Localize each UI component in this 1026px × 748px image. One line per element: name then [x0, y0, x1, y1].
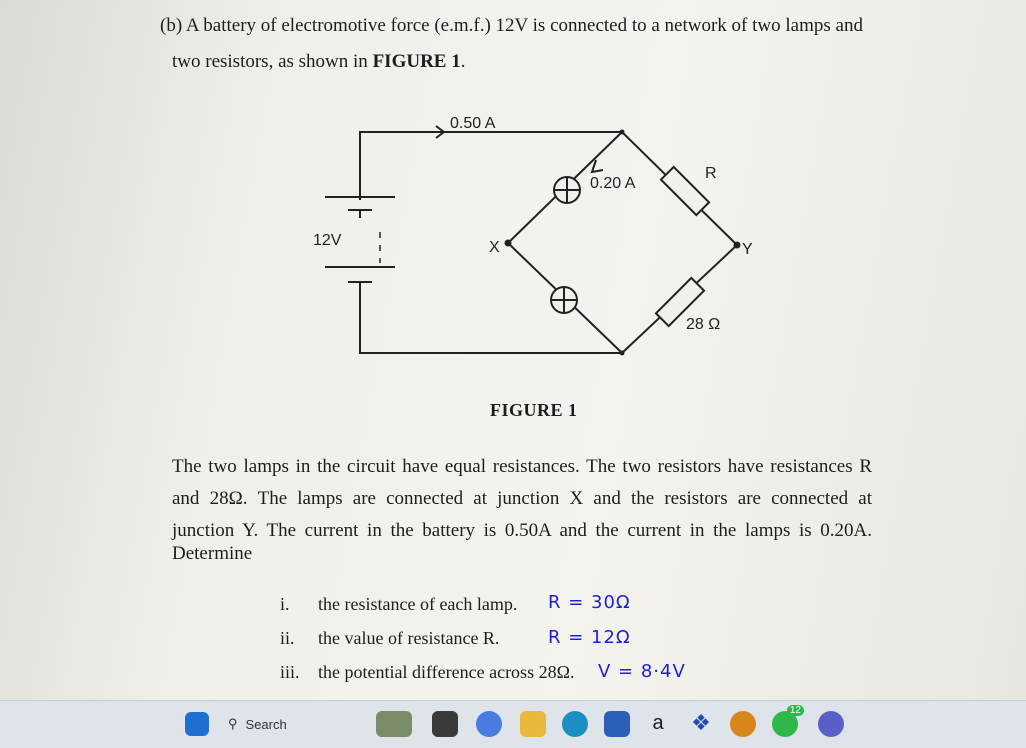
part-iii-number: iii.: [280, 662, 300, 682]
lamp-lower: [551, 287, 577, 313]
search-icon: ⚲: [228, 716, 238, 731]
terminal-icon[interactable]: [432, 711, 458, 737]
search-label: Search: [245, 716, 287, 732]
figure-caption: FIGURE 1: [490, 400, 578, 420]
question-line-2-text: two resistors, as shown in: [172, 51, 373, 72]
lamp-upper: [554, 177, 580, 203]
label-junction-y: Y: [742, 241, 753, 258]
label-emf: 12V: [313, 232, 342, 249]
teams-icon[interactable]: [818, 711, 844, 737]
figure-reference: FIGURE 1: [372, 51, 461, 72]
question-line-2-period: .: [460, 51, 466, 72]
edge-icon[interactable]: [562, 711, 588, 737]
part-i-answer: R = 30Ω: [548, 592, 631, 613]
file-explorer-icon[interactable]: [520, 711, 546, 737]
resistor-r: [661, 167, 709, 215]
part-i-text: the resistance of each lamp.: [318, 594, 518, 614]
taskbar: [0, 700, 1026, 748]
paragraph-line-3: junction Y. The current in the battery is 0.50A and the current in the lamps is 0.20A.: [172, 520, 872, 541]
part-ii-text: the value of resistance R.: [318, 628, 500, 648]
store-icon[interactable]: [604, 711, 630, 737]
circuit-diagram: [300, 100, 800, 380]
current-arrow-lamp: [592, 160, 603, 172]
bottom-wire: [360, 282, 622, 353]
app-icon[interactable]: [730, 711, 756, 737]
whatsapp-icon[interactable]: [772, 705, 801, 737]
paragraph-line-4: Determine: [172, 543, 253, 564]
copilot-icon[interactable]: [476, 711, 502, 737]
widget-icon[interactable]: [376, 711, 412, 737]
part-iii-text: the potential difference across 28Ω.: [318, 662, 575, 682]
question-line-1: (b) A battery of electromotive force (e.m.f.) 12V is connected to a network of two lamps and: [160, 15, 863, 36]
label-resistor-r: R: [705, 165, 717, 182]
notification-badge: 12: [787, 705, 804, 716]
amazon-icon[interactable]: a: [652, 712, 664, 734]
label-current-total: 0.50 A: [450, 115, 496, 132]
start-icon[interactable]: [185, 712, 209, 736]
question-line-2: [172, 51, 465, 73]
dropbox-icon[interactable]: ❖: [691, 710, 711, 735]
taskbar-search[interactable]: [228, 710, 358, 738]
paragraph-line-1: The two lamps in the circuit have equal resistances. The two resistors have resistances R: [172, 456, 872, 477]
part-ii-number: ii.: [280, 628, 295, 648]
part-ii-answer: R = 12Ω: [548, 627, 631, 648]
label-junction-x: X: [489, 239, 500, 256]
label-resistor-28: 28 Ω: [686, 316, 721, 333]
label-current-lamp: 0.20 A: [590, 175, 636, 192]
top-wire: [360, 132, 622, 200]
paragraph-line-2: and 28Ω. The lamps are connected at junction X and the resistors are connected at: [172, 488, 872, 509]
junction-y-dot: [734, 242, 741, 249]
part-i-number: i.: [280, 594, 290, 614]
junction-x-dot: [505, 240, 512, 247]
part-iii-answer: V = 8·4V: [598, 661, 686, 682]
